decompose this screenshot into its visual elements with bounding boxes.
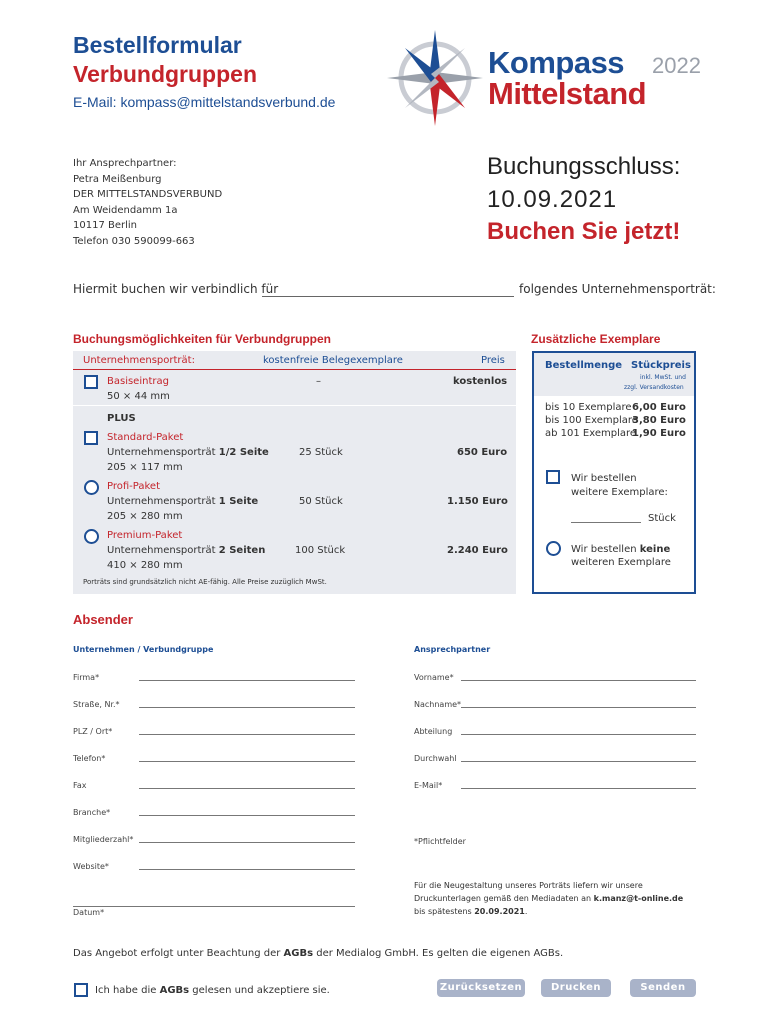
mitglieder-input[interactable] — [139, 842, 355, 843]
profi-size: 205 × 280 mm — [107, 511, 183, 522]
contact-email: E-Mail: kompass@mittelstandsverbund.de — [73, 94, 336, 110]
profi-desc — [107, 496, 258, 507]
plus-label: PLUS — [107, 413, 136, 424]
profi-radio[interactable] — [84, 480, 99, 495]
basis-checkbox[interactable] — [84, 375, 98, 389]
accept-pre: Ich habe die — [95, 985, 160, 996]
field-label-mitglieder: Mitgliederzahl* — [73, 835, 134, 844]
send-button[interactable]: Senden — [630, 979, 696, 997]
extra-col-note2: zzgl. Versandkosten — [624, 384, 684, 391]
accept-agb: AGBs — [159, 985, 190, 996]
logo-year: 2022 — [652, 53, 701, 78]
premium-radio[interactable] — [84, 529, 99, 544]
premium-desc — [107, 545, 265, 556]
contact-person-heading: Ansprechpartner — [414, 645, 491, 654]
delivery-date: 20.09.2021 — [474, 907, 525, 916]
firma-input[interactable] — [139, 680, 355, 681]
field-label-nachname: Nachname* — [414, 700, 462, 709]
plz-input[interactable] — [139, 734, 355, 735]
logo-kompass: Kompass — [488, 45, 625, 80]
standard-size: 205 × 117 mm — [107, 462, 183, 473]
abteilung-input[interactable] — [461, 734, 696, 735]
premium-title: Premium-Paket — [107, 530, 183, 541]
terms-agb: AGBs — [283, 948, 314, 959]
field-label-firma: Firma* — [73, 673, 100, 682]
field-label-website: Website* — [73, 862, 109, 871]
terms-text — [73, 948, 563, 959]
standard-desc-text: Unternehmensporträt — [107, 447, 216, 458]
basis-copies: – — [316, 376, 321, 387]
telefon-input[interactable] — [139, 761, 355, 762]
extra-row-qty: ab 101 Exemplare — [545, 428, 637, 439]
extra-col-note1: inkl. MwSt. und — [640, 374, 686, 381]
terms-pre: Das Angebot erfolgt unter Beachtung der — [73, 948, 284, 959]
field-label-strasse: Straße, Nr.* — [73, 700, 120, 709]
field-label-abteilung: Abteilung — [414, 727, 453, 736]
compass-icon — [385, 28, 485, 128]
no-more-label1 — [571, 544, 670, 555]
contact-line: Telefon 030 590099-663 — [73, 235, 195, 247]
field-label-telefon: Telefon* — [73, 754, 106, 763]
no-more-label2: weiteren Exemplare — [571, 557, 671, 568]
order-more-label2: weitere Exemplare: — [571, 487, 668, 498]
options-footnote: Porträts sind grundsätzlich nicht AE-fähig. Alle Preise zuzüglich MwSt. — [83, 578, 327, 586]
delivery-email: k.manz@t-online.de — [593, 894, 684, 903]
options-heading: Buchungsmöglichkeiten für Verbundgruppen — [73, 332, 332, 346]
basis-divider — [73, 405, 516, 406]
deadline-date: 10.09.2021 — [487, 186, 618, 213]
premium-copies: 100 Stück — [295, 545, 346, 556]
field-label-vorname: Vorname* — [414, 673, 454, 682]
profi-desc-text: Unternehmensporträt — [107, 496, 216, 507]
profi-desc-size: 1 Seite — [218, 496, 259, 507]
logo-mittelstand: Mittelstand — [488, 76, 647, 111]
premium-desc-text: Unternehmensporträt — [107, 545, 216, 556]
vorname-input[interactable] — [461, 680, 696, 681]
delivery-note-line — [414, 892, 683, 905]
order-more-label1: Wir bestellen — [571, 473, 637, 484]
basis-size: 50 × 44 mm — [107, 391, 170, 402]
standard-price: 650 Euro — [457, 447, 508, 458]
delivery-note-text: bis spätestens — [414, 907, 475, 916]
extra-quantity-input[interactable] — [571, 522, 641, 523]
accept-agb-label — [95, 985, 330, 996]
contact-line: DER MITTELSTANDSVERBUND — [73, 189, 223, 200]
website-input[interactable] — [139, 869, 355, 870]
extra-col-qty: Bestellmenge — [545, 360, 623, 371]
reset-button[interactable]: Zurücksetzen — [437, 979, 525, 997]
required-note: *Pflichtfelder — [414, 837, 466, 846]
deadline-cta: Buchen Sie jetzt! — [487, 218, 681, 245]
delivery-note-line: Für die Neugestaltung unseres Porträts liefern wir unsere — [414, 881, 643, 890]
strasse-input[interactable] — [139, 707, 355, 708]
extra-row-qty: bis 100 Exemplare — [545, 415, 638, 426]
profi-price: 1.150 Euro — [447, 496, 508, 507]
standard-desc — [107, 447, 269, 458]
form-subtitle: Verbundgruppen — [73, 61, 257, 87]
basis-price: kostenlos — [453, 376, 508, 387]
no-more-text: Wir bestellen — [571, 544, 640, 555]
premium-price: 2.240 Euro — [447, 545, 508, 556]
verbund-name-input[interactable] — [262, 296, 514, 297]
field-label-fax: Fax — [73, 781, 87, 790]
standard-desc-size: 1/2 Seite — [218, 447, 269, 458]
sender-heading: Absender — [73, 612, 133, 627]
compass-logo — [385, 28, 485, 128]
contact-line: Ihr Ansprechpartner: — [73, 158, 177, 169]
delivery-note-text: . — [524, 907, 528, 916]
col-price: Preis — [481, 355, 505, 366]
profi-copies: 50 Stück — [299, 496, 343, 507]
standard-copies: 25 Stück — [299, 447, 343, 458]
no-more-radio[interactable] — [546, 541, 561, 556]
contact-line: 10117 Berlin — [73, 220, 138, 231]
profi-title: Profi-Paket — [107, 481, 160, 492]
no-more-bold: keine — [639, 544, 671, 555]
contact-line: Am Weidendamm 1a — [73, 204, 178, 216]
options-header-rule — [73, 369, 516, 370]
booking-suffix: folgendes Unternehmensporträt: — [519, 282, 716, 296]
field-label-durchwahl: Durchwahl — [414, 754, 457, 763]
delivery-note-text: Druckunterlagen gemäß den Mediadaten an — [414, 894, 594, 903]
premium-size: 410 × 280 mm — [107, 560, 183, 571]
fax-input[interactable] — [139, 788, 355, 789]
order-more-checkbox[interactable] — [546, 470, 560, 484]
field-label-plz: PLZ / Ort* — [73, 727, 113, 736]
accept-post: gelesen und akzeptiere sie. — [189, 985, 330, 996]
extra-row-price: 6,00 Euro — [632, 402, 686, 413]
standard-checkbox[interactable] — [84, 431, 98, 445]
col-copies: kostenfreie Belegexemplare — [263, 355, 403, 366]
accept-agb-checkbox[interactable] — [74, 983, 88, 997]
field-label-branche: Branche* — [73, 808, 111, 817]
standard-title: Standard-Paket — [107, 432, 184, 443]
branche-input[interactable] — [139, 815, 355, 816]
extra-row-price: 1,90 Euro — [632, 428, 686, 439]
extra-col-price: Stückpreis — [631, 360, 691, 371]
form-title: Bestellformular — [73, 32, 242, 58]
extra-row-price: 3,80 Euro — [632, 415, 686, 426]
delivery-note — [414, 879, 683, 918]
premium-desc-size: 2 Seiten — [218, 545, 266, 556]
datum-input[interactable] — [73, 906, 355, 907]
contact-block — [73, 156, 222, 249]
extra-heading: Zusätzliche Exemplare — [531, 332, 661, 346]
deadline-label: Buchungsschluss: — [487, 153, 681, 180]
field-label-email: E-Mail* — [414, 781, 443, 790]
durchwahl-input[interactable] — [461, 761, 696, 762]
email-input[interactable] — [461, 788, 696, 789]
extra-row-qty: bis 10 Exemplare — [545, 402, 632, 413]
booking-prefix: Hiermit buchen wir verbindlich für — [73, 282, 279, 296]
contact-line: Petra Meißenburg — [73, 173, 162, 185]
delivery-note-line — [414, 905, 683, 918]
extra-unit: Stück — [648, 513, 676, 524]
basis-title: Basiseintrag — [107, 376, 169, 387]
field-label-datum: Datum* — [73, 908, 105, 917]
terms-post: der Medialog GmbH. Es gelten die eigenen AGBs. — [313, 948, 564, 959]
company-heading: Unternehmen / Verbundgruppe — [73, 645, 214, 654]
nachname-input[interactable] — [461, 707, 696, 708]
print-button[interactable]: Drucken — [541, 979, 611, 997]
col-portrait: Unternehmensporträt: — [83, 355, 195, 366]
